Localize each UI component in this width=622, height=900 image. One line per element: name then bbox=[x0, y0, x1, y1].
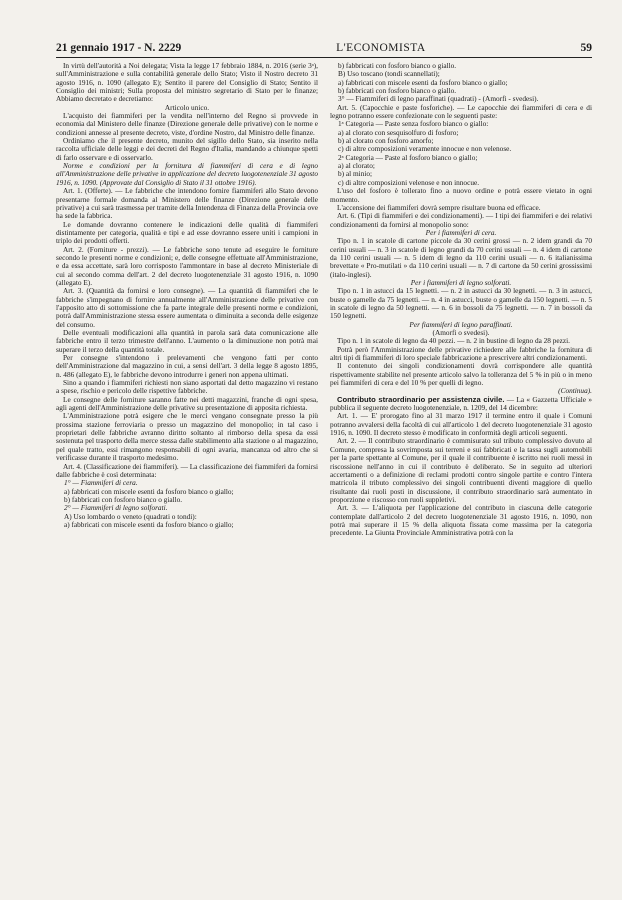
subsection-subheading: (Amorfi o svedesi). bbox=[432, 328, 490, 337]
list-heading: 1° — Fiammiferi di cera. bbox=[64, 478, 138, 488]
list-item: b) fabbricati con fosforo bianco o giallo. bbox=[338, 61, 457, 70]
paragraph: L'uso del fosforo è tollerato fino a nuovo ordine e potrà essere vietato in ogni momento. bbox=[330, 186, 592, 204]
paragraph: Ordiniamo che il presente decreto, munito del sigillo dello Stato, sia inserito nella raccolta ufficiale delle leggi e dei decreti del Regno d'Italia, mandando a chiunque spetti di farlo osservare e di osservarlo. bbox=[56, 136, 318, 162]
paragraph: Le domande dovranno contenere le indicazioni delle qualità di fiammiferi distintamente per categoria, qualità e tipi e ad esse dovranno essere uniti i campioni in triplo dei prodotti offerti. bbox=[56, 219, 318, 246]
paragraph: Tipo n. 1 in astucci da 15 legnetti. — n. 2 in astucci da 30 legnetti. — n. 3 in astucci, buste o gamelle da 75 legnetti. — n. 4 in astucci, buste o gamelle da 150 legnetti. — n. 5 in scatole di legno da 50 legnetti. — n. 6 in bossoli da 75 legnetti. — n. 7 in bossoli da 150 legnetti. bbox=[330, 286, 592, 321]
category-heading: 2ᵃ Categoria — Paste al fosforo bianco o giallo; bbox=[338, 152, 478, 162]
list-heading: 3° — Fiammiferi di legno paraffinati (quadrati) - (Amorfi - svedesi). bbox=[338, 94, 539, 104]
list-item: a) fabbricati con miscele esenti da fosforo bianco o giallo; bbox=[64, 486, 234, 496]
paragraph-art-3: Art. 3. (Quantità da fornirsi e loro consegne). — La quantità di fiammiferi che le fabbriche s'impegnano di fornire annualmente all'Amministrazione delle privative con l'apposito atto di sottomissione che fa parte integrale delle presenti norme e condizioni, potrà dall'Amministrazione stessa essere aumentata o diminuita a seconda delle esigenze del consumo. bbox=[56, 286, 318, 329]
paragraph: L'acquisto dei fiammiferi per la vendita nell'interno del Regno si provvede in economia dal Ministero delle finanze (Direzione generale delle privative) con le norme e condizioni annesse al presente decreto, viste, d'ordine Nostro, dal Ministro delle finanze. bbox=[56, 111, 318, 137]
paragraph: Art. 1. — E' prorogato fino al 31 marzo 1917 il termine entro il quale i Comuni potranno avvalersi della facoltà di cui all'articolo 1 del decreto luogotenenziale 31 agosto 1916, n. 1090. Il decreto stesso è modificato in conformità degli articoli seguenti. bbox=[330, 411, 592, 438]
continued-note: (Continua). bbox=[558, 386, 592, 396]
left-column bbox=[56, 62, 318, 538]
article-heading: Articolo unico. bbox=[164, 102, 210, 112]
paragraph: L'Amministrazione potrà esigere che le merci vengano consegnate presso la più prossima stazione ferroviaria o presso un magazzino del monopolio; in tal caso i proprietari delle fabbriche avranno diritto soltanto al rimborso della spesa da essi sostenuta pel trasporto della merce stessa dalle stabilimento alla stazione o al magazzino, pel quale tratto, essi rimangono responsabili di ogni avaria, mancanza od altro che si verificasse durante il trasporto medesimo. bbox=[56, 411, 318, 463]
article-title: Contributo straordinario per assistenza civile. bbox=[337, 394, 505, 404]
paragraph: Delle eventuali modificazioni alla quantità in parola sarà data comunicazione alle fabbriche entro il terzo trimestre dell'anno. L'aumento o la diminuzione non potrà mai superare il terzo della quantità totale. bbox=[56, 328, 318, 354]
list-item: b) fabbricati con fosforo bianco o giallo. bbox=[338, 86, 457, 96]
paragraph-art-2: Art. 2. (Forniture - prezzi). — Le fabbriche sono tenute ad eseguire le forniture secondo le presenti norme e condizioni; e, delle consegne effettuate all'Amministrazione, e da essa accettate, sarà loro corrisposto l'ammontare in base al decreto Ministeriale di cui al secondo comma dell'art. 2 del decreto luogotenenziale 31 agosto 1916, n. 1090 (allegato E). bbox=[56, 244, 318, 287]
page-header bbox=[56, 12, 592, 58]
list-item: b) al minio; bbox=[338, 169, 373, 179]
paragraph: L'accensione dei fiammiferi dovrà sempre risultare buona ed efficace. bbox=[337, 202, 541, 212]
paragraph: Art. 2. — Il contributo straordinario è commisurato sul tributo complessivo dovuto al Comune, compresa la sovrimposta sui terreni e sui fabbricati e la tassa sugli automobili per la parte spettante al Comune, per il quale il contribuente è iscritto nei ruoli messi in riscossione nell'anno in cui il contributo è deliberato. Se in seguito ad ulteriori accertamenti o a definizione di reclami prodotti contro singole partite e contro l'intera matricola il tributo complessivo dei singoli contribuenti diventi maggiore di quello risultante dai ruoli posti in discussione, il contributo straordinario sarà aumentato in proporzione e riscosso con ruoli suppletivi. bbox=[330, 436, 592, 504]
list-item: a) al clorato con sesquisolfuro di fosforo; bbox=[338, 127, 459, 137]
list-item: c) di altre composizioni veramente innocue e non velenose. bbox=[338, 144, 512, 154]
list-item: b) al clorato con fosforo amorfo; bbox=[338, 136, 434, 146]
masthead-title: L'ECONOMISTA bbox=[336, 42, 426, 54]
article-intro: — La « Gazzetta Ufficiale » pubblica il seguente decreto luogotenenziale, n. 1209, del 14 dicembre: bbox=[330, 394, 592, 413]
subsection-heading: Per fiammiferi di legno paraffinati. bbox=[409, 319, 513, 329]
paragraph-art-1: Art. 1. (Offerte). — Le fabbriche che intendono fornire fiammiferi allo Stato devono presentarne formale domanda al Ministero delle finanze (Direzione generale delle privative) a cui sarà trasmessa per tramite della Intendenza di Finanza della Provincia ove ha sede la fabbrica. bbox=[56, 186, 318, 221]
category-heading: 1ᵃ Categoria — Paste senza fosforo bianco o giallo: bbox=[338, 119, 489, 129]
list-item: b) fabbricati con fosforo bianco o giallo. bbox=[64, 494, 183, 504]
right-column bbox=[330, 62, 592, 538]
paragraph: Sino a quando i fiammiferi richiesti non siano asportati dal detto magazzino vi restano a spese, rischio e pericolo delle rispettive fabbriche. bbox=[56, 378, 318, 396]
article-lead bbox=[330, 396, 592, 413]
subsection-heading: Per i fiammiferi di legno solforati. bbox=[410, 277, 512, 287]
decree-preamble: In virtù dell'autorità a Noi delegata; Vista la legge 17 febbraio 1884, n. 2016 (serie 3ᵃ), sull'Amministrazione e sulla contabilità generale dello Stato; Visto il Nostro decreto 31 agosto 1916, n. 1090 (allegato E); Sentito il parere del Consiglio di Stato; Sentito il Consiglio dei ministri; Sulla proposta del ministro segretario di Stato per le finanze; Abbiamo decretato e decretiamo: bbox=[56, 61, 318, 104]
list-heading: 2° — Fiammiferi di legno solforati. bbox=[64, 503, 168, 513]
paragraph: Art. 3. — L'aliquota per l'applicazione del contributo in ciascuna delle categorie contemplate dall'articolo 2 del decreto luogotenenziale 31 agosto 1916, n. 1090, non potrà mai superare il 15 % della aliquota fissata come massima per la categoria precedente. La Giunta Provinciale Amministrativa potrà con la bbox=[330, 503, 592, 538]
list-item: a) al clorato; bbox=[338, 161, 375, 171]
paragraph: Tipo n. 1 in scatole di legno da 40 pezzi. — n. 2 in bustine di legno da 28 pezzi. bbox=[337, 336, 570, 346]
paragraph: Potrà però l'Amministrazione delle privative richiedere alle fabbriche la fornitura di altri tipi di fiammiferi di loro speciale fabbricazione a prescrivere altri condizionamenti. bbox=[330, 344, 592, 363]
list-item: B) Uso toscano (tondi scannellati); bbox=[338, 69, 440, 79]
paragraph-art-5: Art. 5. (Capocchie e paste fosforiche). — Le capocchie dei fiammiferi di cera e di legno potranno essere confezionate con le seguenti paste: bbox=[330, 102, 592, 121]
list-item: a) fabbricati con miscele esenti da fosforo bianco o giallo; bbox=[64, 519, 234, 529]
section-title-italic: Norme e condizioni per la fornitura di fiammiferi di cera e di legno all'Amministrazione delle privative in applicazione del decreto luogotenenziale 31 agosto 1916, n. 1090. (Approvate dal Consiglio di Stato il 31 ottobre 1916). bbox=[56, 161, 318, 187]
paragraph: Tipo n. 1 in scatole di cartone piccole da 30 cerini grossi — n. 2 idem grandi da 70 cerini usuali — n. 3 in scatole di legno grandi da 70 cerini usuali — n. 4 idem di cartone da 110 cerini usuali — n. 5 idem di legno da 110 cerini usuali — n. 6 italianissima brevettate « Pro-mutilati » da 110 cerini usuali — n. 7 di cartone da 50 cerini grossissimi (italo-inglesi). bbox=[330, 236, 592, 279]
paragraph: Le consegne delle forniture saranno fatte nei detti magazzini, franche di ogni spesa, agli agenti dell'Amministrazione delle privative su presentazione di apposita richiesta. bbox=[56, 394, 318, 413]
paragraph-art-6: Art. 6. (Tipi di fiammiferi e dei condizionamenti). — I tipi dei fiammiferi e dei relativi condizionamenti da fornirsi al monopolio sono: bbox=[330, 211, 592, 229]
paragraph: Per consegne s'intendono i prelevamenti che vengono fatti per conto dell'Amministrazione dal magazzino in cui, a sensi dell'art. 3 della legge 8 agosto 1895, n. 486 (allegato E), le fabbriche devono introdurre i generi non appena ultimati. bbox=[56, 353, 318, 379]
list-item: c) di altre composizioni velenose e non innocue. bbox=[338, 177, 480, 187]
page-number: 59 bbox=[580, 42, 592, 54]
subsection-heading: Per i fiammiferi di cera. bbox=[425, 227, 497, 237]
paragraph: Il contenuto dei singoli condizionamenti dovrà corrispondere alle quantità rispettivamente stabilite nel presente articolo salvo la tolleranza del 5 % in più o in meno pei fiammiferi di cera e del 10 % per quelli di legno. bbox=[330, 361, 592, 388]
paragraph-art-4: Art. 4. (Classificazione dei fiammiferi). — La classificazione dei fiammiferi da fornirsi dalle fabbriche è così determinata: bbox=[56, 461, 318, 479]
list-item: a) fabbricati con miscele esenti da fosforo bianco o giallo; bbox=[338, 77, 508, 87]
list-item: A) Uso lombardo o veneto (quadrati o tondi): bbox=[64, 511, 197, 521]
date-issue: 21 gennaio 1917 - N. 2229 bbox=[56, 42, 182, 54]
